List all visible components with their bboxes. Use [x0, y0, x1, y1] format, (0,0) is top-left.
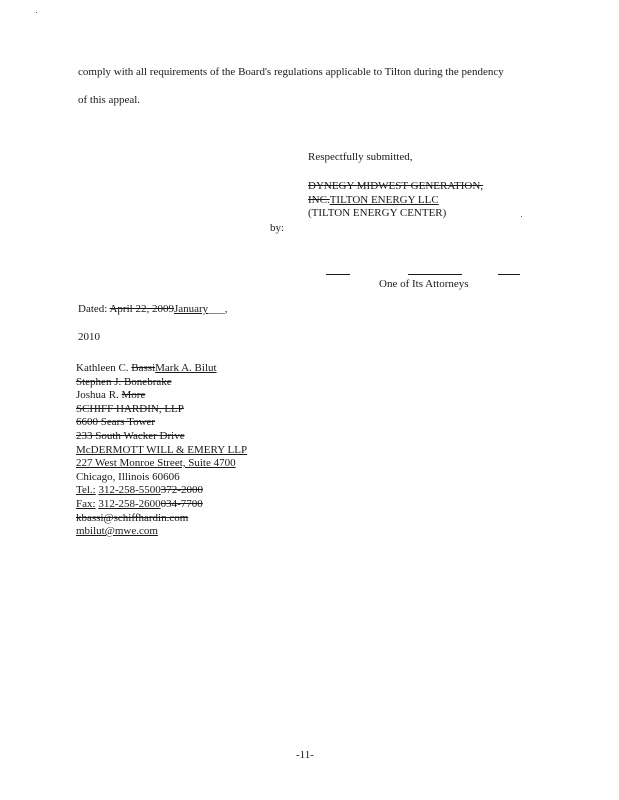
email-inserted: mbilut@mwe.com [76, 525, 158, 537]
counsel-name-1: Kathleen C. BassiMark A. Bilut [76, 362, 217, 374]
party-name-deleted: DYNEGY MIDWEST GENERATION, [308, 180, 484, 192]
counsel-name-1-deleted: Bassi [131, 362, 156, 374]
fax-deleted: 034-7700 [160, 498, 203, 510]
dated-year: 2010 [78, 331, 100, 343]
address-2-deleted: 233 South Wacker Drive [76, 430, 185, 442]
fax-value: 312-258-2600 [98, 498, 161, 510]
fax-line [76, 498, 203, 511]
fax-label: Fax: [76, 498, 96, 510]
scan-speck [521, 216, 522, 217]
party-name-line-2 [308, 194, 439, 207]
email-deleted: kbassi@schiffhardin.com [76, 512, 189, 524]
by-label: by: [270, 222, 285, 234]
dated-blank: ___, [208, 303, 228, 315]
body-line-2: of this appeal. [78, 94, 141, 106]
firm-inserted: McDERMOTT WILL & EMERY LLP [76, 444, 248, 456]
city-line: Chicago, Illinois 60606 [76, 471, 180, 483]
counsel-name-2: Stephen J. Bonebrake [76, 376, 172, 388]
telephone-line [76, 484, 203, 497]
party-line-2-inserted: TILTON ENERGY LLC [329, 194, 439, 206]
dated-label: Dated: [78, 303, 108, 315]
signature-line-segment [408, 274, 462, 275]
address-inserted: 227 West Monroe Street, Suite 4700 [76, 457, 236, 469]
scan-speck [36, 12, 37, 13]
signature-closing: Respectfully submitted, [308, 151, 413, 163]
counsel-name-3-deleted: More [121, 389, 146, 401]
dated-deleted: April 22, 2009 [109, 303, 174, 315]
firm-deleted: SCHIFF HARDIN, LLP [76, 403, 184, 415]
tel-value: 312-258-5500 [98, 484, 161, 496]
signature-line-segment [498, 274, 520, 275]
tel-deleted: 372-2000 [160, 484, 203, 496]
tel-label: Tel.: [76, 484, 96, 496]
address-1-deleted: 6600 Sears Tower [76, 416, 156, 428]
attorneys-caption: One of Its Attorneys [379, 278, 469, 290]
body-line-1: comply with all requirements of the Board's regulations applicable to Tilton during the pendency [78, 66, 504, 78]
party-line-2-deleted: INC. [308, 194, 330, 206]
party-name-line-3: (TILTON ENERGY CENTER) [308, 207, 447, 219]
page-number: -11- [296, 749, 314, 761]
dated-inserted: January [173, 303, 209, 315]
signature-line-segment [326, 274, 350, 275]
dated-line [78, 303, 227, 316]
counsel-name-3: Joshua R. More [76, 389, 146, 401]
counsel-name-1-inserted: Mark A. Bilut [155, 362, 217, 374]
